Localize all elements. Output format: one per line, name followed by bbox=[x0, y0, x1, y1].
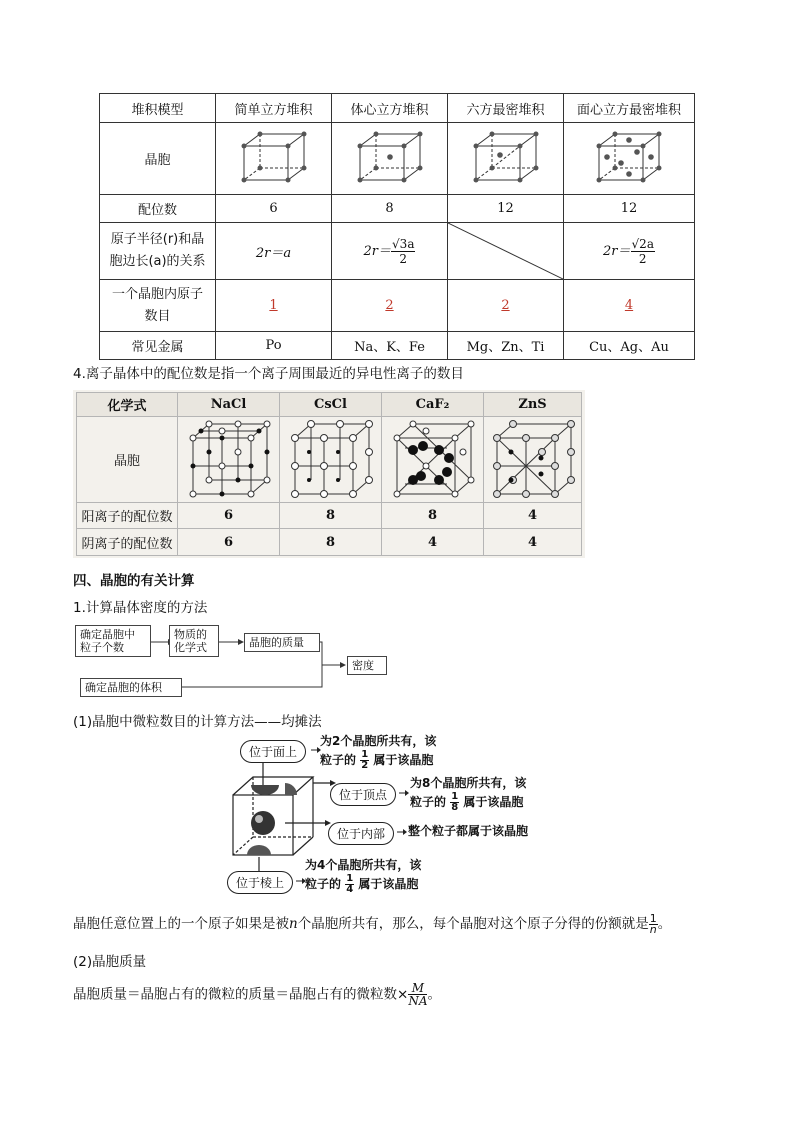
coord-value: 8 bbox=[332, 195, 448, 223]
flow-box-line: 粒子个数 bbox=[80, 641, 124, 654]
header-cell: NaCl bbox=[178, 393, 280, 417]
vertex-position-label: 位于顶点 bbox=[330, 783, 396, 806]
zns-cell-image bbox=[484, 417, 582, 503]
fraction-den: 8 bbox=[451, 802, 459, 813]
flow-box-line: 化学式 bbox=[174, 641, 207, 654]
fraction-num: 1 bbox=[649, 911, 657, 925]
face-fraction bbox=[360, 750, 369, 771]
face-note bbox=[320, 733, 436, 771]
metal-value: Po bbox=[216, 332, 332, 360]
radius-simple: 2r＝a bbox=[216, 223, 332, 280]
note-text: 属于该晶胞 bbox=[358, 877, 419, 891]
edge-fraction bbox=[345, 874, 354, 895]
radius-left: 2r＝ bbox=[363, 243, 392, 259]
fraction-den: 4 bbox=[346, 884, 354, 895]
atoms-value: 4 bbox=[564, 280, 695, 332]
text: 个晶胞所共有，那么，每个晶胞对这个原子分得的份额就是 bbox=[297, 916, 649, 932]
vertex-fraction bbox=[450, 792, 459, 813]
cscl-cell-image bbox=[280, 417, 382, 503]
note-text: 属于该晶胞 bbox=[463, 795, 524, 809]
row-label: 阴离子的配位数 bbox=[77, 529, 178, 556]
ionic-crystal-table bbox=[76, 392, 582, 556]
fraction-num: √2a bbox=[631, 236, 654, 251]
row-label bbox=[100, 223, 216, 280]
row-label-line: 一个晶胞内原子 bbox=[111, 286, 203, 302]
inner-position-label: 位于内部 bbox=[328, 822, 394, 845]
vertex-note bbox=[410, 775, 526, 813]
cation-value: 8 bbox=[280, 503, 382, 529]
cation-value: 8 bbox=[382, 503, 484, 529]
note-line: 为2个晶胞所共有，该 bbox=[320, 734, 437, 748]
sub1-title: (1)晶胞中微粒数目的计算方法——均摊法 bbox=[73, 714, 322, 730]
fraction-den: 2 bbox=[638, 251, 647, 266]
flow-box-line: 物质的 bbox=[174, 628, 207, 641]
header-cell: CaF₂ bbox=[382, 393, 484, 417]
note-text: 粒子的 bbox=[305, 877, 342, 891]
vertex-arrow bbox=[399, 789, 409, 797]
radius-fraction bbox=[631, 237, 655, 266]
atoms-value: 2 bbox=[332, 280, 448, 332]
flow-box-particle-count bbox=[75, 625, 151, 657]
flow-box-cell-volume: 确定晶胞的体积 bbox=[80, 678, 182, 697]
flow-box-cell-mass: 晶胞的质量 bbox=[244, 633, 320, 652]
fraction-num: 1 bbox=[346, 873, 354, 884]
radius-hcp-empty bbox=[448, 223, 564, 280]
inner-note: 整个粒子都属于该晶胞 bbox=[408, 824, 529, 838]
text: 晶胞任意位置上的一个原子如果是被 bbox=[73, 916, 289, 932]
row-label-line: 原子半径(r)和晶 bbox=[110, 232, 205, 247]
radius-bcc bbox=[332, 223, 448, 280]
note-line: 为8个晶胞所共有，该 bbox=[410, 776, 527, 790]
sub2-title: (2)晶胞质量 bbox=[73, 954, 147, 970]
anion-value: 8 bbox=[280, 529, 382, 556]
row-label bbox=[100, 280, 216, 332]
header-cell: CsCl bbox=[280, 393, 382, 417]
fraction-den: 2 bbox=[361, 760, 369, 771]
flow-box-density: 密度 bbox=[347, 656, 387, 675]
note-text: 粒子的 bbox=[410, 795, 447, 809]
note-text: 属于该晶胞 bbox=[373, 753, 434, 767]
header-cell: 堆积模型 bbox=[100, 94, 216, 123]
row-label-line: 数目 bbox=[144, 308, 171, 324]
coord-value: 12 bbox=[564, 195, 695, 223]
radius-fraction bbox=[391, 237, 415, 266]
flow-box-formula bbox=[169, 625, 219, 657]
diagonal-line bbox=[448, 223, 563, 279]
bcc-cell-image bbox=[332, 123, 448, 195]
header-cell: 面心立方最密堆积 bbox=[564, 94, 695, 123]
atoms-value: 2 bbox=[448, 280, 564, 332]
nacl-cell-image bbox=[178, 417, 280, 503]
cation-value: 4 bbox=[484, 503, 582, 529]
header-cell: 简单立方堆积 bbox=[216, 94, 332, 123]
coord-value: 6 bbox=[216, 195, 332, 223]
stacking-model-table bbox=[99, 93, 695, 360]
row-label: 晶胞 bbox=[100, 123, 216, 195]
fraction-num: 1 bbox=[451, 791, 459, 802]
edge-position-label: 位于棱上 bbox=[227, 871, 293, 894]
header-cell: 化学式 bbox=[77, 393, 178, 417]
coord-value: 12 bbox=[448, 195, 564, 223]
fraction-num: 1 bbox=[361, 749, 369, 760]
row-label: 配位数 bbox=[100, 195, 216, 223]
row-label: 常见金属 bbox=[100, 332, 216, 360]
simple-cubic-cell-image bbox=[216, 123, 332, 195]
fraction-den: n bbox=[649, 922, 657, 936]
text: 。 bbox=[657, 916, 672, 932]
anion-value: 6 bbox=[178, 529, 280, 556]
row-label: 晶胞 bbox=[77, 417, 178, 503]
inner-arrow bbox=[397, 828, 407, 836]
anion-value: 4 bbox=[484, 529, 582, 556]
var-n: n bbox=[289, 916, 298, 932]
fraction-den: NA bbox=[408, 994, 428, 1008]
section-title: 四、晶胞的有关计算 bbox=[73, 573, 195, 589]
fraction-num: √3a bbox=[392, 236, 415, 251]
caf2-cell-image bbox=[382, 417, 484, 503]
metal-value: Na、K、Fe bbox=[332, 332, 448, 360]
header-cell: ZnS bbox=[484, 393, 582, 417]
atoms-value: 1 bbox=[216, 280, 332, 332]
text: 。 bbox=[427, 986, 441, 1003]
anion-value: 4 bbox=[382, 529, 484, 556]
fraction-num: M bbox=[408, 982, 427, 995]
method-title: 1.计算晶体密度的方法 bbox=[73, 600, 208, 616]
radius-left: 2r＝ bbox=[603, 243, 631, 259]
text: 晶胞质量＝晶胞占有的微粒的质量＝晶胞占有的微粒数× bbox=[73, 986, 409, 1003]
face-position-label: 位于面上 bbox=[240, 740, 306, 763]
cation-value: 6 bbox=[178, 503, 280, 529]
row-label: 阳离子的配位数 bbox=[77, 503, 178, 529]
sharing-rule-text bbox=[73, 912, 671, 935]
share-fraction bbox=[649, 911, 658, 936]
ionic-intro: 4.离子晶体中的配位数是指一个离子周围最近的异电性离子的数目 bbox=[73, 366, 464, 382]
radius-fcc bbox=[564, 223, 695, 280]
fcc-cell-image bbox=[564, 123, 695, 195]
mass-formula bbox=[73, 982, 441, 1007]
edge-note bbox=[305, 857, 421, 895]
hcp-cell-image bbox=[448, 123, 564, 195]
note-line: 为4个晶胞所共有，该 bbox=[305, 858, 422, 872]
header-cell: 体心立方堆积 bbox=[332, 94, 448, 123]
row-label-line: 胞边长(a)的关系 bbox=[109, 254, 206, 269]
flow-box-line: 确定晶胞中 bbox=[80, 628, 135, 641]
metal-value: Mg、Zn、Ti bbox=[448, 332, 564, 360]
fraction-den: 2 bbox=[399, 251, 408, 266]
note-text: 粒子的 bbox=[320, 753, 357, 767]
metal-value: Cu、Ag、Au bbox=[564, 332, 695, 360]
mass-fraction bbox=[408, 982, 427, 1007]
header-cell: 六方最密堆积 bbox=[448, 94, 564, 123]
